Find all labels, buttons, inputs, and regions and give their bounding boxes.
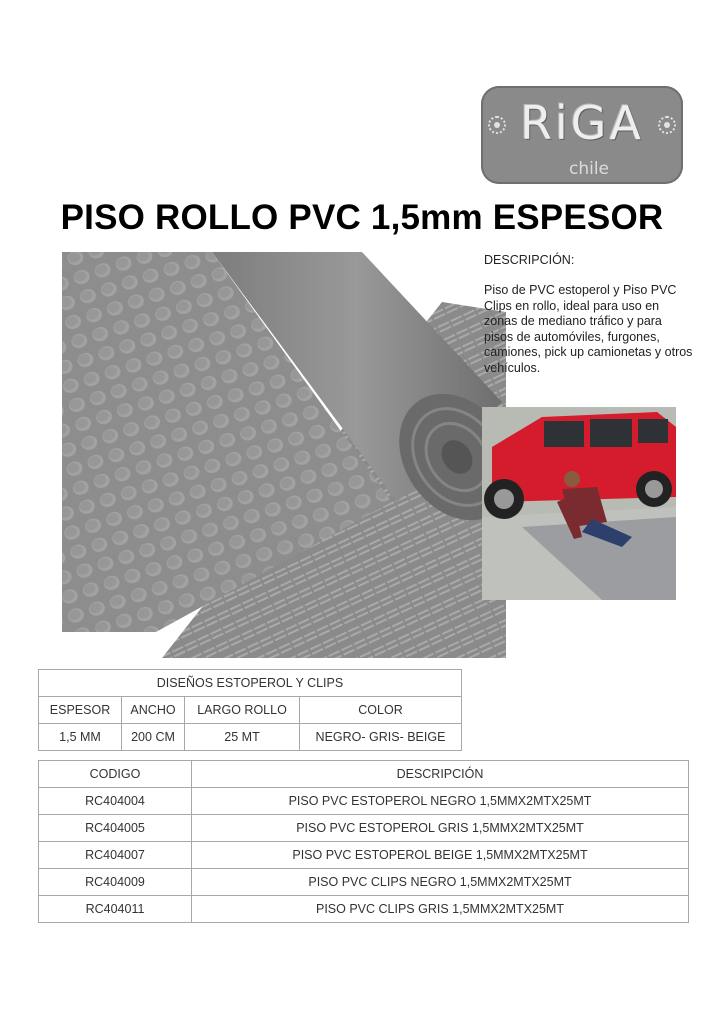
logo-wordmark: RiGA xyxy=(520,96,644,150)
specs-header-cell: LARGO ROLLO xyxy=(185,697,300,724)
specs-value-cell: NEGRO- GRIS- BEIGE xyxy=(300,724,462,751)
products-header-cell: CODIGO xyxy=(39,761,192,788)
logo-subtitle: chile xyxy=(568,159,610,179)
product-code: RC404004 xyxy=(39,788,192,815)
table-row xyxy=(39,896,689,923)
description-heading: DESCRIPCIÓN: xyxy=(484,253,575,267)
product-description: PISO PVC ESTOPEROL BEIGE 1,5MMX2MTX25MT xyxy=(192,842,689,869)
product-code: RC404009 xyxy=(39,869,192,896)
car-installation-photo xyxy=(482,407,676,600)
specs-header-cell: ANCHO xyxy=(122,697,185,724)
riga-logo xyxy=(481,86,683,184)
specs-table xyxy=(38,669,462,751)
products-table xyxy=(38,760,689,923)
products-header-cell: DESCRIPCIÓN xyxy=(192,761,689,788)
table-row xyxy=(39,788,689,815)
specs-value-cell: 1,5 MM xyxy=(39,724,122,751)
product-description: PISO PVC ESTOPEROL NEGRO 1,5MMX2MTX25MT xyxy=(192,788,689,815)
description-body: Piso de PVC estoperol y Piso PVC Clips en rollo, ideal para uso en zonas de mediano tráfico y para pisos de automóviles, furgones, camiones, pick up camionetas y otros vehículos. xyxy=(484,283,693,375)
specs-header-cell: COLOR xyxy=(300,697,462,724)
specs-value-cell: 200 CM xyxy=(122,724,185,751)
table-row xyxy=(39,869,689,896)
product-code: RC404011 xyxy=(39,896,192,923)
product-code: RC404007 xyxy=(39,842,192,869)
specs-caption: DISEÑOS ESTOPEROL Y CLIPS xyxy=(39,670,462,697)
table-row xyxy=(39,815,689,842)
pvc-roll-photo xyxy=(62,252,506,658)
specs-header-cell: ESPESOR xyxy=(39,697,122,724)
product-description: PISO PVC ESTOPEROL GRIS 1,5MMX2MTX25MT xyxy=(192,815,689,842)
product-description: PISO PVC CLIPS NEGRO 1,5MMX2MTX25MT xyxy=(192,869,689,896)
table-row xyxy=(39,842,689,869)
product-description: PISO PVC CLIPS GRIS 1,5MMX2MTX25MT xyxy=(192,896,689,923)
specs-value-cell: 25 MT xyxy=(185,724,300,751)
product-code: RC404005 xyxy=(39,815,192,842)
page-title: PISO ROLLO PVC 1,5mm ESPESOR xyxy=(60,198,664,237)
